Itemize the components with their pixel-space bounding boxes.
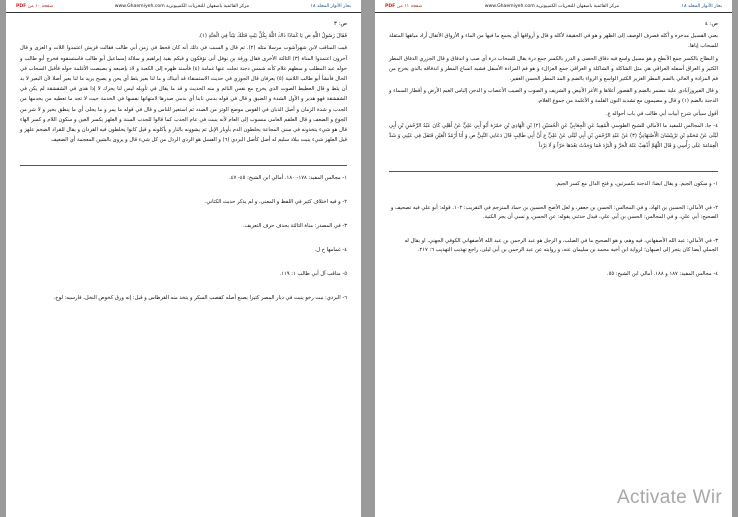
paragraph: فَقَالَ رَسُولُ اللَّهِ ص يَا كَمَاذَا ذَاكَ اللَّهُ بِكُلِّ بَيْتٍ فَتَلَكَ بَيْتاً فِي الْجَنَّةِ (١). <box>198 33 347 40</box>
footnote: ٣- في المصدر: مناة الثالثة بحذف حرف التعريف. <box>242 223 347 230</box>
site-title: www.Ghaemiyeh.com مركز القائمية باصفهان للتحريات الكمپيوترية <box>114 3 250 9</box>
main-text <box>375 13 732 151</box>
pdf-icon: PDF <box>16 3 27 9</box>
footnote: ٤- غمامها خ ل. <box>314 247 347 254</box>
document-page-right <box>375 0 732 517</box>
footnote-divider <box>389 171 718 172</box>
pdf-icon: PDF <box>385 3 396 9</box>
footnote: ١- مجالس المفيد: ١٧٨- ١٨٠. أمالي ابن الشيخ: ٤٥- ٤٧. <box>229 175 347 182</box>
site-title: www.Ghaemiyeh.com مركز القائمية باصفهان للتحريات الكمپيوترية <box>484 3 620 9</box>
footnote: ٤- مجالس المفيد: ١٨٧ و ١٨٨. أمالي ابن الشيخ: ٥٥. <box>606 271 718 278</box>
page-header <box>6 0 361 13</box>
paragraph: و البطاح بالكسر جمع الأبطح و هو مسيل واسع فيه دقاق الحصى و الدرر بالكسر جمع درة يقال للسحاب درة أي صب و اندفاق و قال الجزري الدفاق المطر الكثير و العراق أسفله العراقي هي مثل الشاكلة و الشاكلة و العراقي جمع العزالء و هو فم المزادة الأسفل فشبه اتساع المطر و اندفاقه بالذي يخرج من فم المزادة و العائي بالضم المطر الغزير الكثير الواسع و الرواء بالضم و المد المطر الحسن الغفير. <box>389 55 718 83</box>
paragraph: يعني الفسيل مدخره و أكله فصرف الوصف إلى الظهر و هو في الحقيقة لأكله و قال و أرواقها أي يجمع ما فيها من الماء و الأرواق الأثقال أراد مياهها المثقلة للسحاب إياها. <box>389 33 718 50</box>
paragraph: و قال الفيروزآبادي علية مضمر بالضم و القصور أعلاها و الأغر الأبيض و الشريف و الصوب و الصيب الأعصاب و الدجن إلباس الغيم الأرض و أقطار السماء و الدجنة بالضم (١) و قال و مصيمون مع تشديد النون القلمة و الأغلمة من جموع الغلام. <box>389 88 718 105</box>
page-number: ص: ٣ <box>334 21 347 27</box>
paragraph: ٤- جا، المجالس للمفيد ما الأمالي للشيخ الطوسي الْمُفِيدُ عَنِ الْجِعَابِيِّ عَنِ الْحُسَيْنِ (٢) بْنِ الْهَادِي بْنِ حَمْزَةَ أَبُو أَبِي عَلِيٍّ عَنْ أَهْلِي كَانَ عَبْدُ الرَّحْمَنِ بْنِ أَبِي لَيْلَى عَنْ مُحَمَّدِ بْنِ تَرْنِيْشَانَ الْأَصْبَهَانِيُّ (٣) عَنْ عَبْدِ الرَّحْمَنِ بْنِ أَبِي لَيْلَى عَنْ عَلِيٍّ ع أَنَّ أَبِي طَالِبٍ قَالَ دَعَانِي النَّبِيُّ ص وَ أَنَا أَرْمُدُ الْعَيْنِ فَتَفَلَ فِي عَيْنِي وَ شَدَّ الْعِمَامَةَ عَلَى رَأْسِي وَ قَالَ اللَّهُمَّ أَذْهِبْ عَنْهُ الْحَرَّ وَ الْبَرْدَ فَمَا وَجَدْتُ بَعْدَهَا حَرّاً وَ لَا بَرْداً <box>389 122 718 150</box>
page-number: ص: ٤ <box>705 21 718 27</box>
footnote-divider <box>20 165 347 166</box>
paragraph: أقول سيأتي شرح أبيات أبي طالب في باب أحواله ع. <box>605 110 718 117</box>
footnote: ٣- في الأمالي: عبد الله الأصفهاني، فيه وهم، و هو الصحيح ما في الصلب، و الرجل هو عبد الرحمن بن عبد الله الأصفهاني الكوفي الجهني، او يقال له الجملي أيضا كان يتجر إلى اصبهان؛ لرواية ابن أخيه محمد بن سليمان عنه، و روايته عن عبد الرحمن بن أبي ليلى، راجع تهذيب التهذيب ٦: ٢١٧. <box>404 238 718 254</box>
footnote: ٢- و فيه اختلاف كثير في اللفظ و المعنى، و لم يذكر حديث الكتاني. <box>204 199 347 206</box>
main-text <box>6 13 361 145</box>
page-number-label: PDF صفحة ١٠ من <box>16 3 54 9</box>
book-title: بحار الأنوار المجلد ١٨ <box>310 3 351 9</box>
book-title: بحار الأنوار المجلد ١٨ <box>681 3 722 9</box>
footnote: ١- و سكون الجيم. و يقال ايضا: الدجنة بكسرتين، و فتح الدال مع كسر الجيم. <box>555 181 718 188</box>
footnote: ٥- مناقب آل أبي طالب ١: ١١٩. <box>279 271 347 278</box>
page-header <box>375 0 732 13</box>
page-number-label: PDF صفحة ١١ من <box>385 3 423 9</box>
footnotes <box>6 174 361 303</box>
document-page-left <box>6 0 361 517</box>
paragraph: قيب المناقب لابن شهرآشوب مرسلا مثله (٢). ثم قال و السبب في ذلك أنه كان قحط في زمن أبي طالب فقالت قريش اعتمدوا اللات و العزى و قال آخرون اعتمدوا المناة (٣) الثالثة الأخرى فقال ورقة بن نوفل أنى تؤفكون و فيكم بقية إبراهيم و سلالة إسماعيل أبو طالب فاستسقوه فخرج أبو طالب و حوله عبد المطلب و سطهم غلام كأنه شمس دجنة تجلت عنها غمامة (٤) فأسند ظهره إلى الكعبة و لاذ بإصبعه و بصبصت الأغلمة حوله فأقبل السحاب في الحال فأنشأ أبو طالب اللامية (٥) يعرفان قال الجوزي في حديث الاستسقاء قد أتيناك و ما لنا بعير يئط أي يحن و يصيح يريد ما لنا بعير أصلا لأن البعير لا بد أن يئط و قال العطيط الصوت الذي يخرج مع نفس النائم و منه الحديث و قد ما يقال في تأويله ليس لنا يحرك لا إذا هدى في الشقشقة لم يكن في الشقشقة فهو هدير و الأول الشدة و الضيق و قال في قوله بدمي نابنا أي بدمي صدرها لامتهانها نفسها في الخدمة حيث لا تجد ما تعطيه من يخدمها من الجدب و شدة الزمان و أصل الذبان في القوس موضع الوتر من الصدد ثم استعير للناس و قال في قوله ما يمر و ما يحلى أي ما ينطق بخير و لا شر من الجوع و الضعف و قال العلقم العامى منسوب إلى العام لأنه ينبت في عام الجدب كما قالوا للجدب السنة و العلهز يكسر العين و سكون اللام و كسر الهاء قال هو شيء يتخذونه في سني المجاعة يخلطون الدم بأوبار الإبل ثم يشوونه بالنار و يأكلونه و قيل كانوا يخلطون فيه القردان و يقال للقراد الضخم علهز و قيل العلهز شيء ينبت ببلاد سليم له أصل كأصل البردي (٦) و الفسل هو الردي الرذل من كل شيء قال و يروى بالشين المعجمة أي الضعيف <box>20 45 347 144</box>
footnotes <box>375 180 732 279</box>
activate-windows-watermark: Activate Wir <box>617 487 722 508</box>
footnote: ٦- البردي: نبت رخو ينبت في ديار المصر كثيرا يصنع أصله كقصب السكر و يتخذ منه القرطاس و قيل: إنه ورق كخوص النخل، فارسيه: لوخ. <box>53 295 347 302</box>
footnote: ٢- في الأمالي: الحسين بن الهاد، و في المجالس: الحسن بن جعفر، و لعل الأصح الحسين بن حماد المترجم في التقريب: ١٠٢. قوله: أبو علي فيه تصحيف و الصحيح: أبي علي، و في المجالس: الحسن بن أبي علي، فيدل حدثني يقوله: عن الحسن، و نسي أن يجر الكنية. <box>390 205 718 221</box>
